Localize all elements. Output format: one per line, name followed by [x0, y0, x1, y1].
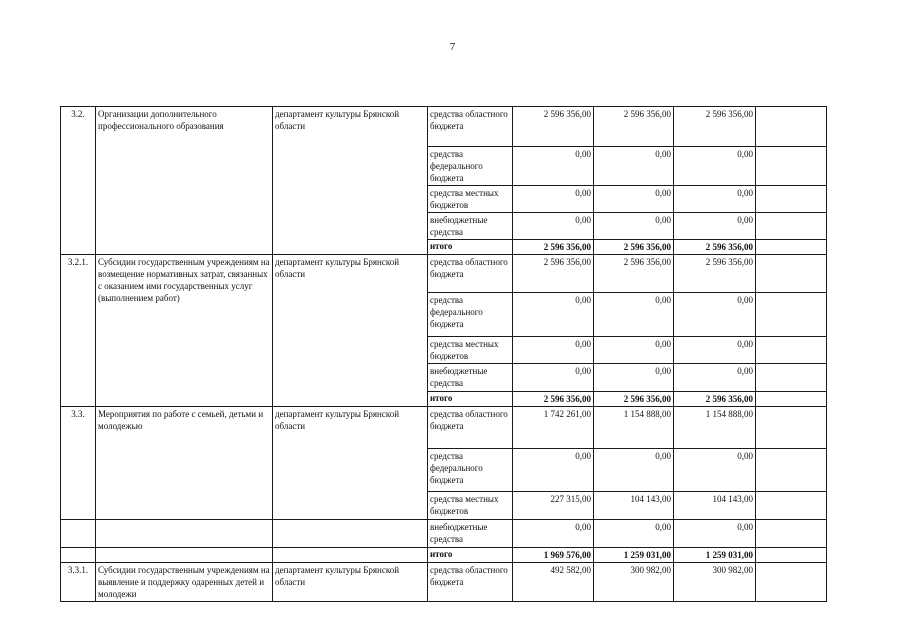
total-value: 2 596 356,00 [674, 240, 756, 255]
empty-cell [756, 392, 827, 407]
value-cell: 300 982,00 [674, 563, 756, 602]
row-code: 3.3.1. [61, 563, 96, 602]
funding-source: средства федерального бюджета [428, 449, 513, 492]
funding-source-total: итого [428, 240, 513, 255]
funding-source-total: итого [428, 392, 513, 407]
funding-source: внебюджетные средства [428, 213, 513, 240]
funding-source: средства областного бюджета [428, 107, 513, 147]
value-cell: 1 154 888,00 [594, 407, 674, 449]
empty-cell [96, 520, 273, 548]
empty-cell [756, 337, 827, 364]
empty-cell [756, 255, 827, 293]
empty-cell [756, 213, 827, 240]
empty-cell [756, 563, 827, 602]
table-row [61, 255, 827, 293]
value-cell: 2 596 356,00 [594, 107, 674, 147]
value-cell: 0,00 [594, 147, 674, 186]
value-cell: 2 596 356,00 [513, 107, 594, 147]
funding-source: средства местных бюджетов [428, 492, 513, 520]
row-name: Мероприятия по работе с семьей, детьми и молодежью [96, 407, 273, 520]
empty-cell [756, 492, 827, 520]
value-cell: 0,00 [513, 186, 594, 213]
table-row [61, 107, 827, 147]
value-cell: 0,00 [594, 337, 674, 364]
budget-table [60, 106, 827, 602]
table-row [61, 563, 827, 602]
value-cell: 0,00 [594, 364, 674, 392]
row-name: Организации дополнительного профессионального образования [96, 107, 273, 255]
empty-cell [756, 449, 827, 492]
funding-source: внебюджетные средства [428, 364, 513, 392]
total-row [61, 548, 827, 563]
empty-cell [756, 293, 827, 337]
table-row [61, 520, 827, 548]
value-cell: 0,00 [513, 213, 594, 240]
value-cell: 1 154 888,00 [674, 407, 756, 449]
value-cell: 0,00 [674, 337, 756, 364]
value-cell: 0,00 [594, 293, 674, 337]
funding-source: средства областного бюджета [428, 563, 513, 602]
total-value: 1 259 031,00 [594, 548, 674, 563]
value-cell: 2 596 356,00 [674, 255, 756, 293]
value-cell: 0,00 [674, 213, 756, 240]
value-cell: 0,00 [513, 364, 594, 392]
empty-cell [273, 520, 428, 548]
value-cell: 0,00 [594, 186, 674, 213]
empty-cell [756, 407, 827, 449]
funding-source-total: итого [428, 548, 513, 563]
value-cell: 0,00 [674, 147, 756, 186]
funding-source: средства местных бюджетов [428, 337, 513, 364]
value-cell: 0,00 [674, 293, 756, 337]
value-cell: 2 596 356,00 [674, 107, 756, 147]
value-cell: 492 582,00 [513, 563, 594, 602]
value-cell: 0,00 [513, 520, 594, 548]
total-value: 2 596 356,00 [513, 392, 594, 407]
value-cell: 0,00 [674, 449, 756, 492]
value-cell: 2 596 356,00 [513, 255, 594, 293]
value-cell: 0,00 [513, 147, 594, 186]
page-number: 7 [449, 41, 456, 53]
value-cell: 0,00 [513, 449, 594, 492]
row-executor: департамент культуры Брянской области [273, 407, 428, 520]
empty-cell [756, 548, 827, 563]
value-cell: 0,00 [513, 293, 594, 337]
empty-cell [756, 520, 827, 548]
value-cell: 104 143,00 [674, 492, 756, 520]
total-value: 1 969 576,00 [513, 548, 594, 563]
row-code: 3.2.1. [61, 255, 96, 407]
row-code: 3.3. [61, 407, 96, 520]
funding-source: средства областного бюджета [428, 255, 513, 293]
value-cell: 104 143,00 [594, 492, 674, 520]
total-value: 2 596 356,00 [513, 240, 594, 255]
empty-cell [756, 364, 827, 392]
table-row [61, 407, 827, 449]
empty-cell [61, 548, 96, 563]
value-cell: 227 315,00 [513, 492, 594, 520]
empty-cell [96, 548, 273, 563]
value-cell: 0,00 [594, 213, 674, 240]
empty-cell [756, 186, 827, 213]
total-value: 1 259 031,00 [674, 548, 756, 563]
row-executor: департамент культуры Брянской области [273, 563, 428, 602]
empty-cell [273, 548, 428, 563]
value-cell: 0,00 [594, 520, 674, 548]
empty-cell [756, 107, 827, 147]
value-cell: 0,00 [594, 449, 674, 492]
funding-source: средства федерального бюджета [428, 147, 513, 186]
funding-source: внебюджетные средства [428, 520, 513, 548]
value-cell: 0,00 [674, 364, 756, 392]
row-executor: департамент культуры Брянской области [273, 107, 428, 255]
total-value: 2 596 356,00 [594, 240, 674, 255]
total-value: 2 596 356,00 [594, 392, 674, 407]
value-cell: 1 742 261,00 [513, 407, 594, 449]
row-executor: департамент культуры Брянской области [273, 255, 428, 407]
value-cell: 300 982,00 [594, 563, 674, 602]
total-value: 2 596 356,00 [674, 392, 756, 407]
empty-cell [756, 240, 827, 255]
funding-source: средства областного бюджета [428, 407, 513, 449]
empty-cell [756, 147, 827, 186]
value-cell: 0,00 [674, 520, 756, 548]
value-cell: 2 596 356,00 [594, 255, 674, 293]
empty-cell [61, 520, 96, 548]
row-name: Субсидии государственным учреждениям на возмещение нормативных затрат, связанных с оказанием ими государственных услуг (выполнением работ) [96, 255, 273, 407]
row-name: Субсидии государственным учреждениям на выявление и поддержку одаренных детей и молодежи [96, 563, 273, 602]
value-cell: 0,00 [674, 186, 756, 213]
funding-source: средства федерального бюджета [428, 293, 513, 337]
funding-source: средства местных бюджетов [428, 186, 513, 213]
value-cell: 0,00 [513, 337, 594, 364]
row-code: 3.2. [61, 107, 96, 255]
